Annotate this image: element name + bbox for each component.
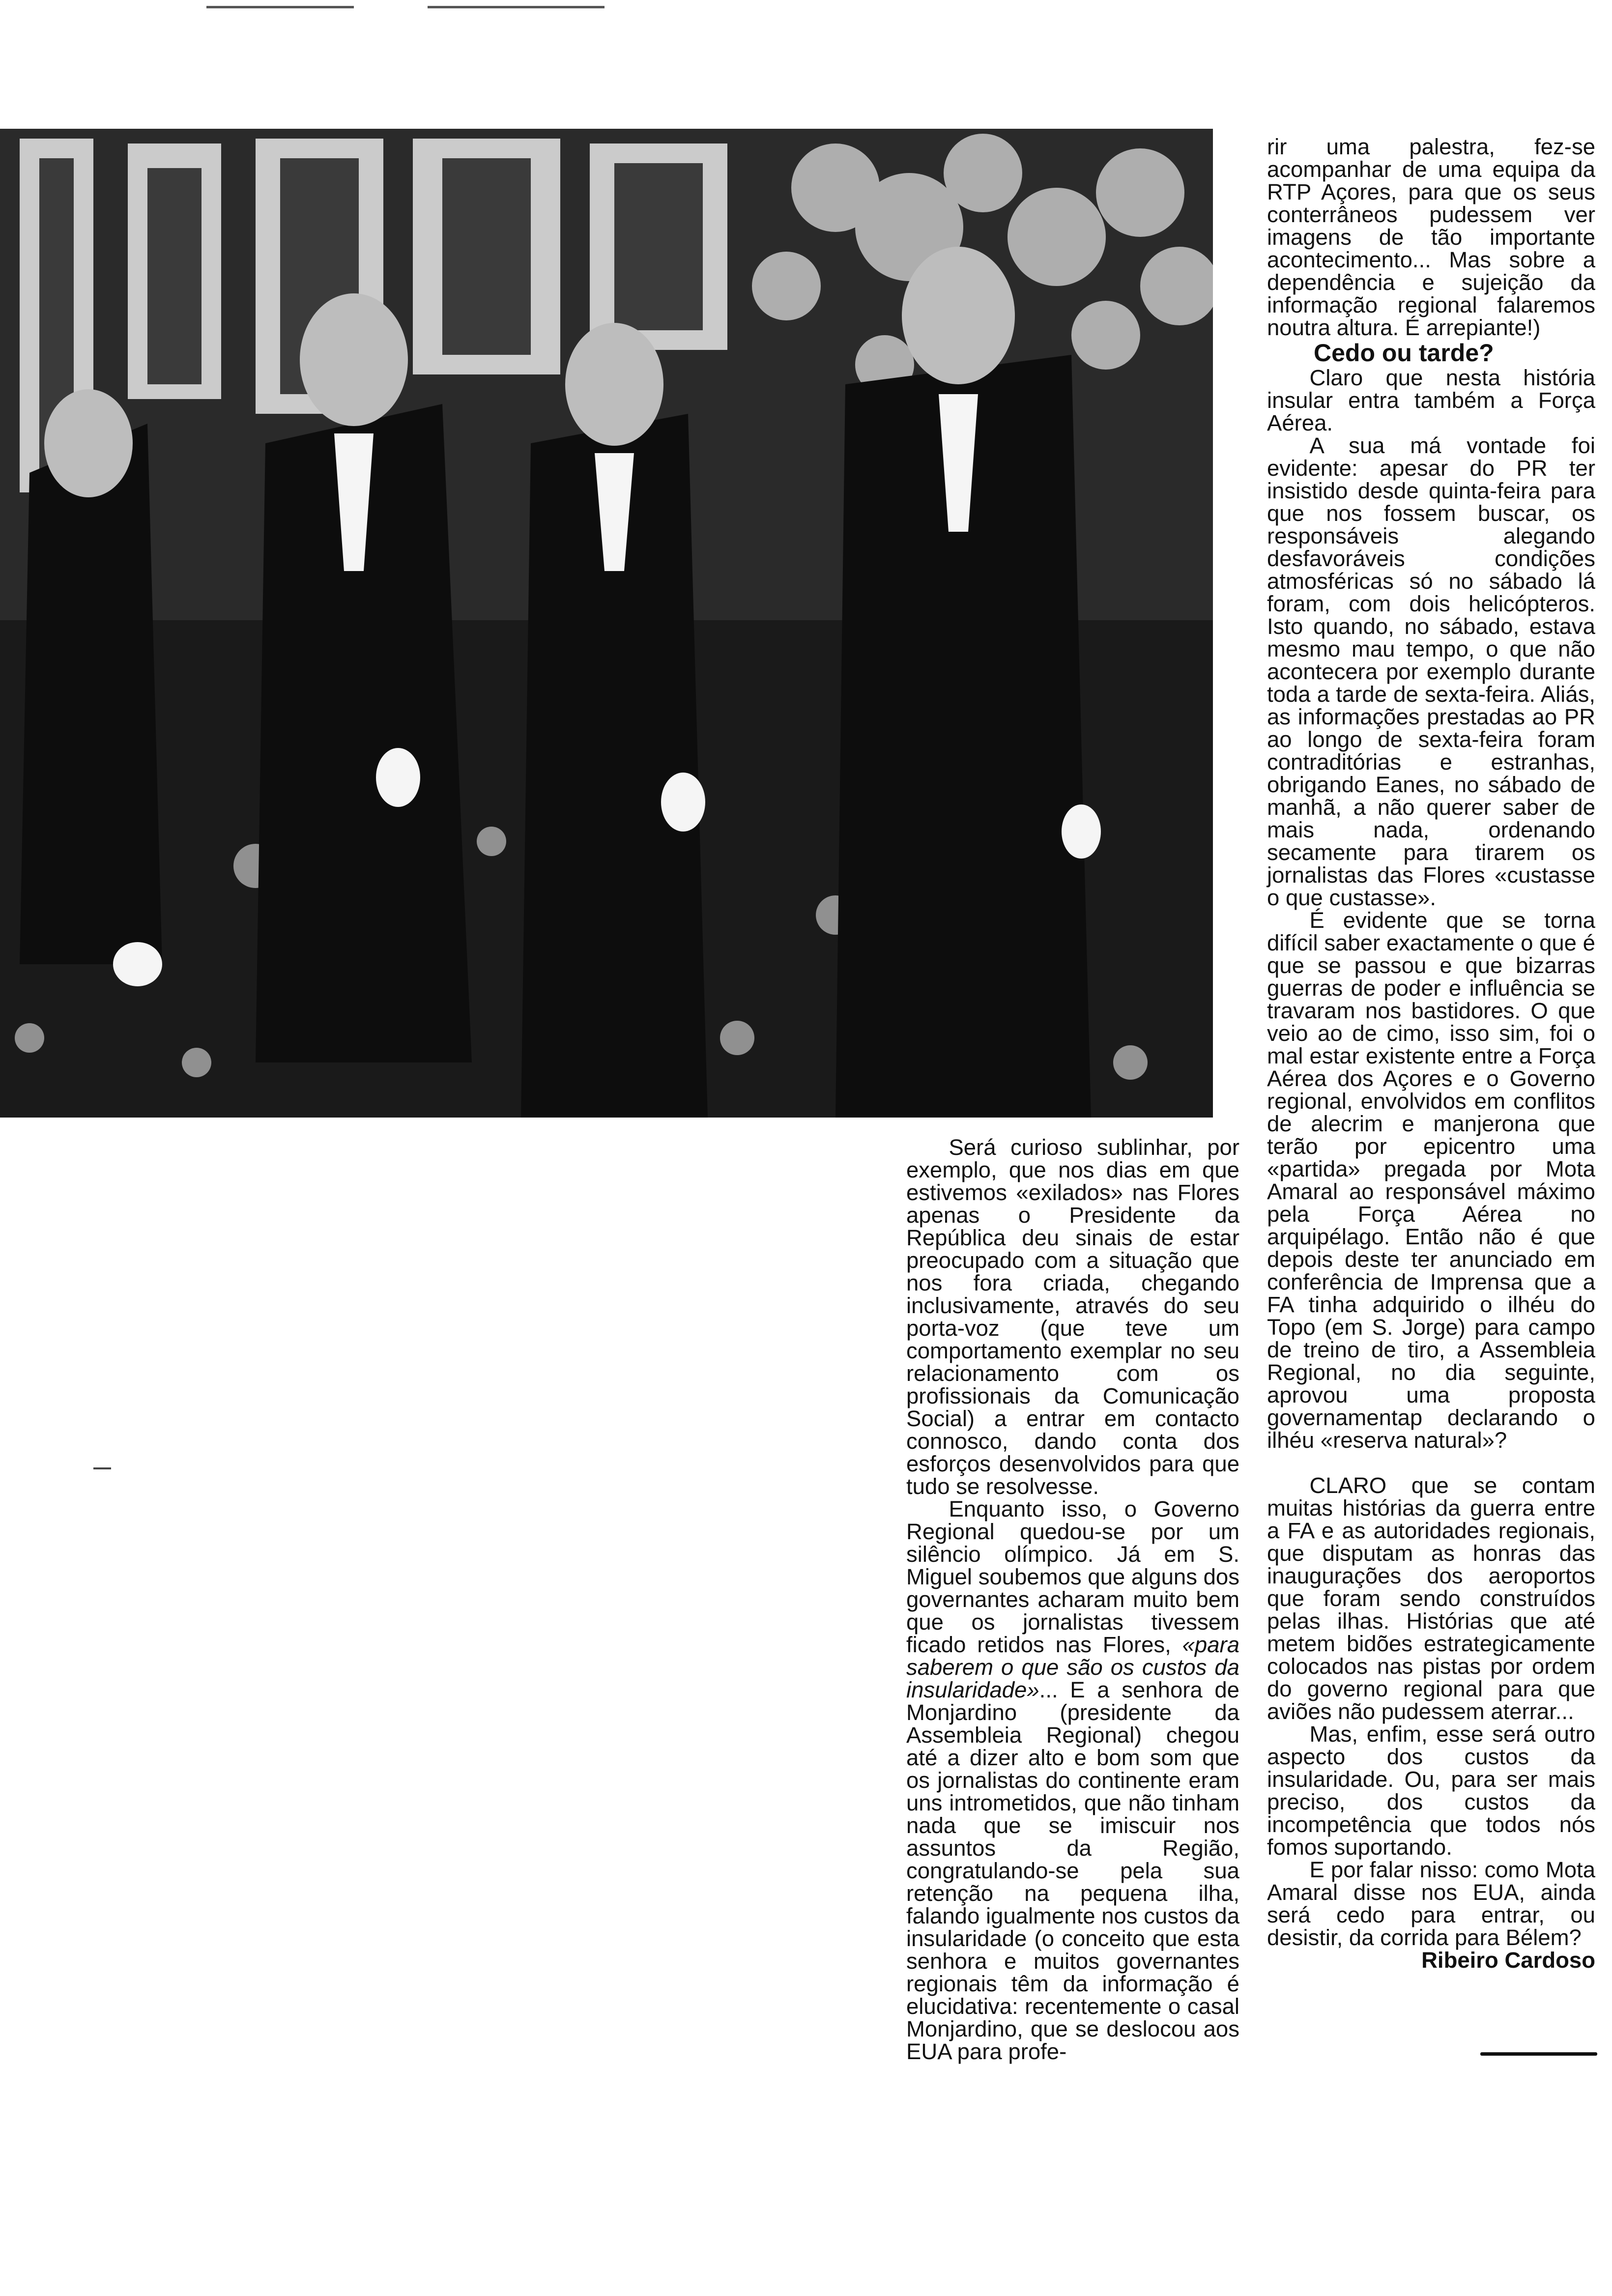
- margin-dash: [93, 1467, 111, 1469]
- article-paragraph: Enquanto isso, o Governo Regional quedou-se por um silêncio olímpico. Já em S. Miguel soubemos que alguns dos governantes acharam muito bem que os jornalistas tivessem ficado retidos nas Flores, «para saberem o que são os custos da insularidade»... E a senhora de Monjardino (presidente da Assembleia Regional) chegou até a dizer alto e bom som que os jornalistas do continente eram uns intrometidos, que não tinham nada que se imiscuir nos assuntos da Região, congratulando-se pela sua retenção na pequena ilha, falando igualmente nos custos da insularidade (o conceito que esta senhora e muitos governantes regionais têm da informação é elucidativa: recentemente o casal Monjardino, que se deslocou aos EUA para profe-: [906, 1496, 1239, 2064]
- article-paragraph: E por falar nisso: como Mota Amaral disse nos EUA, ainda será cedo para entrar, ou desistir, da corrida para Bélem?: [1267, 1857, 1595, 1950]
- article-subheading: Cedo ou tarde?: [1314, 339, 1494, 367]
- press-photo-officials-walking: [0, 129, 1213, 1118]
- article-continuation: rir uma palestra, fez-se acompanhar de uma equipa da RTP Açores, para que os seus conterrâneos pudessem ver imagens de tão importante acontecimento... Mas sobre a dependência e sujeição da informação regional falaremos noutra altura. É arrepiante!): [1267, 134, 1595, 340]
- article-paragraph: Será curioso sublinhar, por exemplo, que nos dias em que estivemos «exilados» nas Flores apenas o Presidente da República deu sinais de estar preocupado com a situação que nos fora criada, chegando inclusivamente, através do seu porta-voz (que teve um comportamento exemplar no seu relacionamento com os profissionais da Comunicação Social) a entrar em contacto connosco, dando conta dos esforços desenvolvidos para que tudo se resolvesse.: [906, 1135, 1239, 1499]
- article-paragraph: Claro que nesta história insular entra também a Força Aérea.: [1267, 365, 1595, 435]
- top-rule-left: [206, 6, 354, 8]
- photo-illustration: [0, 129, 1213, 1118]
- article-end-rule: [1480, 2052, 1597, 2056]
- article-paragraph: Mas, enfim, esse será outro aspecto dos custos da insularidade. Ou, para ser mais preciso, dos custos da incompetência que todos nós fomos suportando.: [1267, 1722, 1595, 1860]
- author-signature: Ribeiro Cardoso: [1421, 1948, 1595, 1973]
- quoted-emphasis: «para saberem o que são os custos da insularidade»: [906, 1632, 1239, 1702]
- article-column-left: [906, 1136, 1239, 2063]
- article-column-right: [1267, 136, 1595, 1972]
- article-paragraph: CLARO que se contam muitas histórias da guerra entre a FA e as autoridades regionais, que disputam as honras das inaugurações dos aeroportos que foram sendo construídos pelas ilhas. Histórias que até metem bidões estrategicamente colocados nas pistas por ordem do governo regional para que aviões não pudessem aterrar...: [1267, 1473, 1595, 1724]
- article-paragraph: A sua má vontade foi evidente: apesar do PR ter insistido desde quinta-feira para que nos fossem buscar, os responsáveis alegando desfavoráveis condições atmosféricas só no sábado lá foram, com dois helicópteros. Isto quando, no sábado, estava mesmo mau tempo, o que não acontecera por exemplo durante toda a tarde de sexta-feira. Aliás, as informações prestadas ao PR ao longo de sexta-feira foram contraditórias e estranhas, obrigando Eanes, no sábado de manhã, a não querer saber de mais nada, ordenando secamente para tirarem os jornalistas das Flores «custasse o que custasse».: [1267, 433, 1595, 910]
- top-rule-right: [428, 6, 604, 8]
- article-paragraph: É evidente que se torna difícil saber exactamente o que é que se passou e que bizarras guerras de poder e influência se travaram nos bastidores. O que veio ao de cimo, isso sim, foi o mal estar existente entre a Força Aérea dos Açores e o Governo regional, envolvidos em conflitos de alecrim e manjerona que terão por epicentro uma «partida» pregada por Mota Amaral ao responsável máximo pela Força Aérea no arquipélago. Então não é que depois deste ter anunciado em conferência de Imprensa que a FA tinha adquirido o ilhéu do Topo (em S. Jorge) para campo de treino de tiro, a Assembleia Regional, no dia seguinte, aprovou uma proposta governamentap declarando o ilhéu «reserva natural»?: [1267, 908, 1595, 1453]
